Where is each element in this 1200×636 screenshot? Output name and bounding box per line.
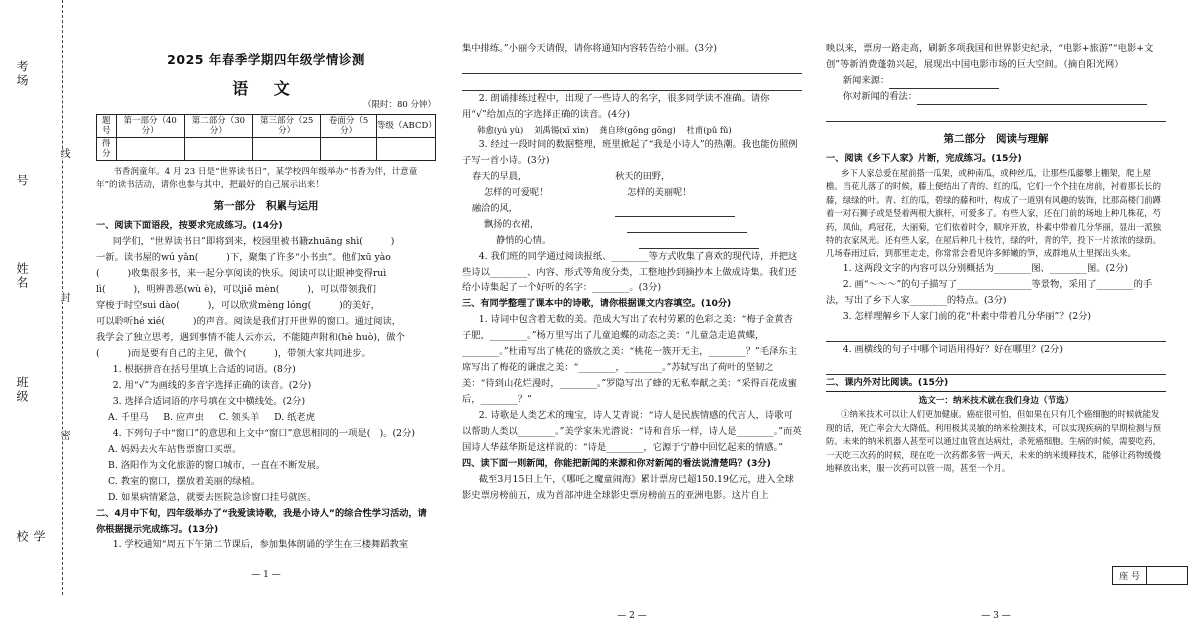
- q1-sub-question: 2. 用“√”为画线的多音字选择正确的读音。(2分): [112, 379, 312, 391]
- q2-item4: 4. 我们班的同学通过阅读报纸、________等方式收集了喜欢的现代诗，并把这些诗以________、内容、形式等角度分类，工整地抄到摘抄本上做成诗集。我们还给小诗集起了一个好听的名字：________。(3分): [462, 250, 798, 294]
- poet-name[interactable]: 杜甫(pǔ fǔ): [686, 124, 732, 135]
- seat-number-input[interactable]: [1146, 567, 1187, 584]
- q1-text-line: 可以聆听hé xié( )的声音。阅读是我们打开世界的窗口。通过阅读，: [96, 315, 402, 327]
- news-continued: 映以来，票房一路走高，刷新多项我国和世界影史纪录，“电影+旅游”“电影+文创”等新消费蓬勃兴起，展现出中国电影市场的巨大空间。（摘自阳光网）: [826, 43, 1154, 70]
- q2-item1: 1. 学校通知“周五下午第二节课后，参加集体朗诵的学生在三楼舞蹈教室: [112, 539, 409, 551]
- q1-text-line: lì( )，明辨善恶(wù è)，可以jiě mèn( )，可以带领我们: [96, 283, 376, 295]
- choice-option[interactable]: C. 教室的窗口，摆放着美丽的绿植。: [108, 475, 261, 487]
- exam-room-label: 考场: [15, 60, 29, 88]
- poem-line: 怎样的美丽呢！: [627, 187, 692, 199]
- q1-sub-question: 4. 下列句子中“窗口”的意思和上文中“窗口”意思相同的一项是( )。(2分): [112, 427, 416, 439]
- q2-title: 二、4月中下旬，四年级举办了“我爱读诗歌，我是小诗人”的综合性学习活动，请你根据提示完成练习。(13分): [96, 507, 427, 535]
- q1-choices-row: [108, 410, 436, 426]
- q1-text-line: ( )而是要有自己的主见，做个( )，带领大家共同进步。: [96, 347, 371, 359]
- exam-title: 2025 年春季学期四年级学情诊测: [167, 52, 365, 67]
- page-number: — 2 —: [617, 610, 647, 621]
- choice-option[interactable]: B. 洛阳作为文化旅游的窗口城市，一直在不断发展。: [108, 459, 326, 471]
- choice-option[interactable]: B. 应声虫: [163, 411, 204, 423]
- score-row-label: 得 分: [97, 138, 117, 161]
- page-1: [96, 0, 436, 595]
- poem-line: 秋天的田野，: [615, 171, 671, 183]
- score-table-cell: 第二部分（30 分）: [184, 114, 252, 137]
- seal-mark-line: 线: [58, 148, 69, 158]
- news-view-row: [826, 89, 1166, 105]
- answer-line[interactable]: [826, 358, 1166, 375]
- poet-name[interactable]: 龚自珍(gōng gōng): [599, 124, 676, 135]
- q1-text-line: 我学会了独立思考，遇到事情不能人云亦云，不能随声附和(hè huò)，做个: [96, 331, 405, 343]
- q4-news: 截至3月15日上午，《哪吒之魔童闹海》累计票房已超150.19亿元，进入全球影史票房榜前五，成为首部冲进全球影史票房榜前五的亚洲电影。这片自上: [462, 473, 794, 501]
- poem-line: 静悄的心情。: [496, 234, 552, 246]
- q3-part1: 1. 诗词中包含着无数的美。范成大写出了农村劳累的色彩之美：“梅子金黄杏子肥，________。”杨万里写出了儿童追蝶的动态之美：“儿童急走追黄蝶，________。”杜甫写出了桃花的盛放之美：“桃花一簇开无主，________？”毛泽东主席写出了梅花的谦虚之美：“________，________。”苏轼写出了荷叶的坚韧之美：“待到山花烂漫时，________。”罗隐写出了蜂的无私奉献之美：“采得百花成蜜后，________？”: [462, 314, 797, 406]
- name-label: 姓名: [15, 262, 29, 290]
- poem-line: 春天的早晨，: [472, 171, 528, 183]
- q1-sub-question: 3. 选择合适词语的序号填在文中横线处。(2分): [112, 395, 306, 407]
- news-source-input[interactable]: [889, 77, 999, 89]
- choice-option[interactable]: C. 领头羊: [218, 411, 260, 423]
- answer-line[interactable]: [826, 105, 1166, 122]
- poet-names-row: [462, 123, 802, 137]
- answer-line[interactable]: [826, 325, 1166, 342]
- score-table: [96, 114, 436, 162]
- poet-name[interactable]: 韩愈(yú yù): [477, 124, 524, 135]
- seat-number-label: 号: [15, 174, 29, 188]
- choice-option[interactable]: D. 如果病情紧急，就要去医院急诊窗口挂号就医。: [108, 491, 317, 503]
- choice-option[interactable]: A. 妈妈去火车站售票窗口买票。: [108, 443, 242, 455]
- page-number: — 3 —: [981, 610, 1011, 621]
- school-field: [0, 440, 78, 544]
- score-input-cell[interactable]: [116, 138, 184, 161]
- score-table-header-row: [97, 114, 436, 137]
- score-input-cell[interactable]: [253, 138, 321, 161]
- q2-item2: 2. 朗诵排练过程中，出现了一些诗人的名字，很多同学读不准确。请你用“√”给加点的字选择正确的读音。(4分): [462, 92, 770, 120]
- news-view-input[interactable]: [917, 93, 1147, 105]
- reading1-question: 1. 这两段文字的内容可以分别概括为________图、________图。(2分): [842, 262, 1129, 274]
- seat-number-box: [1112, 566, 1188, 585]
- score-table-cell: 第一部分（40 分）: [116, 114, 184, 137]
- reading1-question: 3. 怎样理解乡下人家门前的花“朴素中带着几分华丽”？(2分): [842, 310, 1092, 322]
- part2-title: 第二部分 阅读与理解: [943, 132, 1049, 145]
- reading2-title: 二、课内外对比阅读。(15分): [826, 376, 949, 388]
- subject-title: 语 文: [232, 78, 300, 98]
- binding-margin: [0, 0, 78, 595]
- score-table-cell: 第三部分（25 分）: [253, 114, 321, 137]
- time-limit: （限时：80 分钟）: [362, 100, 436, 111]
- answer-line[interactable]: [462, 57, 802, 74]
- reading2-passage: ①纳米技术可以让人们更加健康。癌症很可怕，但如果在只有几个癌细胞的时候就能发现的话，死亡率会大大降低。利用极其灵敏的纳米检测技术，可以实现疾病的早期检测与预防。未来的纳米机器人甚至可以通过血管直达病灶，杀死癌细胞。生病的时候，需要吃药，一天吃三次药的时候，现在吃一次药都多管一两天，未来的纳米缓释技术，能够让药物缓慢地释放出来，服一次药可以管一周，甚至一个月。: [826, 409, 1161, 474]
- reading2-box: [826, 391, 1166, 476]
- poem-blank[interactable]: [615, 205, 735, 217]
- q3-title: 三、有同学整理了课本中的诗歌，请你根据课文内容填空。(10分): [462, 298, 732, 310]
- score-table-score-row: [97, 138, 436, 161]
- score-input-cell[interactable]: [376, 138, 435, 161]
- seat-number-label: 座 号: [1119, 572, 1140, 582]
- reading2-selection-title: 选文一：纳米技术就在我们身边（节选）: [918, 395, 1074, 406]
- page-3: [826, 0, 1166, 636]
- answer-line[interactable]: [462, 74, 802, 91]
- page-2: [462, 0, 802, 636]
- q1-text-line: 一新。读书屋的wú yǎn( )下，聚集了许多“小书虫”。他们xū yào: [96, 252, 391, 264]
- class-field: [0, 360, 78, 440]
- choice-option[interactable]: A. 千里马: [108, 411, 149, 423]
- score-table-cell: 题 号: [97, 114, 117, 137]
- poem-blank[interactable]: [627, 221, 747, 233]
- poem-line: 飘扬的衣裙，: [484, 218, 540, 230]
- q1-text-line: 穿梭于时空suì dào( )，可以欣赏mèng lóng( )的美好，: [96, 299, 380, 311]
- reading1-passage: 乡下人家总爱在屋前搭一瓜架，或种南瓜，或种丝瓜，让那些瓜藤攀上棚架，爬上屋檐。当花儿落了的时候，藤上便结出了青的、红的瓜，它们一个个挂在房前，衬着那长长的藤，绿绿的叶。青、红的瓜，碧绿的藤和叶，构成了一道别有风趣的装饰，比那高楼门前蹲着一对石狮子或是竖着两根大旗杆，可爱多了。有些人家，还在门前的场地上种几株花，芍药，凤仙，鸡冠花，大丽菊，它们依着时令，顺序开放，朴素中带着几分华丽，显出一派独特的农家风光。还有些人家，在屋后种几十枝竹，绿的叶，青的竿，投下一片浓浓的绿荫。几场春雨过后，到那里走走，你常常会看见许多鲜嫩的笋，成群地从土里探出头来。: [826, 167, 1161, 259]
- class-label: 班级: [15, 376, 29, 404]
- score-table-cell: 卷面分（5 分）: [321, 114, 377, 137]
- reading1-title: 一、阅读《乡下人家》片断，完成练习。(15分): [826, 152, 1022, 164]
- news-source-label: 新闻来源：: [842, 74, 890, 86]
- school-label: 学校: [15, 530, 46, 544]
- seal-mark-seal: 封: [58, 292, 69, 302]
- score-input-cell[interactable]: [184, 138, 252, 161]
- q3-part2: 2. 诗歌是人类艺术的瑰宝，诗人艾青说：“诗人是民族情感的代言人，诗歌可以帮助人类以________。”美学家朱光潜说：“诗和音乐一样，诗人是________。”而英国诗人华兹华斯是这样说的：“诗是________，它源于宁静中回忆起来的情感。”: [462, 410, 802, 454]
- page-number: — 1 —: [251, 569, 281, 580]
- sample-poem: [472, 169, 763, 248]
- exam-intro: 书香润童年。4 月 23 日是“世界读书日”，某学校四年级举办“书香为伴，计意童年”的读书活动，请你也参与其中，把最好的自己展示出来！: [96, 167, 418, 191]
- poet-name[interactable]: 刘禹锡(xī xìn): [533, 124, 589, 135]
- q1-text-line: 同学们，“世界读书日”即将到来，校园里被书籍zhuāng shì( ): [112, 236, 395, 248]
- poem-line: 融洽的风，: [472, 203, 518, 215]
- part1-title: 第一部分 积累与运用: [213, 200, 319, 213]
- news-source-row: [826, 73, 1166, 89]
- q2-item3: 3. 经过一段时间的数据整理，班里掀起了“我是小诗人”的热潮。我也能仿照例子写一首小诗。(3分): [462, 139, 798, 167]
- exam-room-field: [0, 50, 78, 150]
- q4-title: 四、读下面一则新闻，你能把新闻的来源和你对新闻的看法说清楚吗？(3分): [462, 458, 771, 470]
- q1-text-line: ( )收集很多书，来一起分享阅读的快乐。阅读可以让眼神变得ruì: [96, 268, 387, 279]
- poem-blank[interactable]: [639, 237, 759, 249]
- score-input-cell[interactable]: [321, 138, 377, 161]
- news-view-label: 你对新闻的看法：: [842, 90, 918, 102]
- reading1-question: 2. 画“～～～”的句子描写了________________等景物，采用了________的手法，写出了乡下人家________的特点。(3分): [826, 278, 1153, 306]
- q2-item1-cont: 集中排练。”小丽今天请假，请你将通知内容转告给小丽。(3分): [462, 43, 717, 54]
- score-table-cell: 等级（ABCD）: [376, 114, 435, 137]
- reading1-question: 4. 画横线的句子中哪个词语用得好？好在哪里？(2分): [842, 343, 1063, 355]
- seal-mark-secret: 密: [58, 430, 69, 440]
- q1-sub-question: 1. 根据拼音在括号里填上合适的词语。(8分): [112, 363, 296, 375]
- seat-number-field: [0, 150, 78, 240]
- poem-line: 怎样的可爱呢！: [484, 187, 549, 199]
- q1-title: 一、阅读下面语段，按要求完成练习。(14分): [96, 220, 283, 232]
- choice-option[interactable]: D. 纸老虎: [274, 411, 316, 423]
